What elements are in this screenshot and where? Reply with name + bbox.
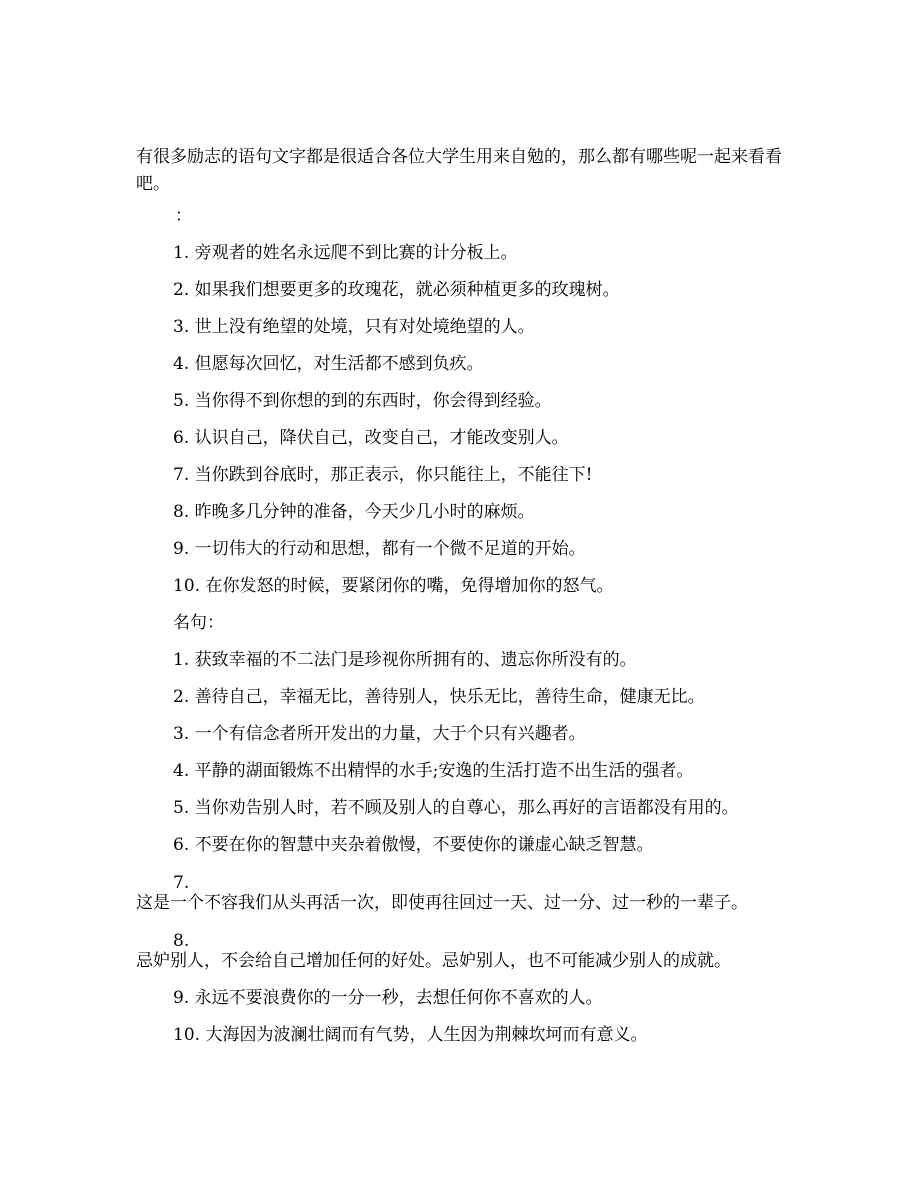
- list-item: 2. 善待自己，幸福无比，善待别人，快乐无比，善待生命，健康无比。: [173, 687, 705, 707]
- section-heading: 名句：: [173, 613, 224, 633]
- list-item: 5. 当你得不到你想的到的东西时，你会得到经验。: [173, 391, 552, 411]
- list-item: 10. 在你发怒的时候，要紧闭你的嘴，免得增加你的怒气。: [173, 576, 614, 596]
- list-item: 7. 当你跌到谷底时，那正表示，你只能往上，不能往下!: [173, 465, 593, 485]
- list-item: 10. 大海因为波澜壮阔而有气势，人生因为荆棘坎坷而有意义。: [173, 1025, 648, 1045]
- list-item: 6. 不要在你的智慧中夹杂着傲慢，不要使你的谦虚心缺乏智慧。: [173, 835, 654, 855]
- list-item: 2. 如果我们想要更多的玫瑰花，就必须种植更多的玫瑰树。: [173, 280, 620, 300]
- list-item: 5. 当你劝告别人时，若不顾及别人的自尊心，那么再好的言语都没有用的。: [173, 798, 739, 818]
- list-item-number: 7.: [173, 873, 190, 893]
- list-item: 4. 平静的湖面锻炼不出精悍的水手;安逸的生活打造不出生活的强者。: [173, 761, 694, 781]
- intro-paragraph: 有很多励志的语句文字都是很适合各位大学生用来自勉的，那么都有哪些呢一起来看看吧。: [136, 147, 782, 194]
- list-item: 9. 一切伟大的行动和思想，都有一个微不足道的开始。: [173, 539, 586, 559]
- list-item: 6. 认识自己，降伏自己，改变自己，才能改变别人。: [173, 428, 569, 448]
- colon-line: ：: [175, 206, 192, 226]
- list-item: 1. 获致幸福的不二法门是珍视你所拥有的、遗忘你所没有的。: [173, 650, 637, 670]
- list-item: 8. 昨晚多几分钟的准备，今天少几小时的麻烦。: [173, 502, 535, 522]
- list-item: 9. 永远不要浪费你的一分一秒，去想任何你不喜欢的人。: [173, 988, 603, 1008]
- list-item: 3. 世上没有绝望的处境，只有对处境绝望的人。: [173, 317, 535, 337]
- list-item-text: 忌妒别人，不会给自己增加任何的好处。忌妒别人，也不可能减少别人的成就。: [136, 951, 731, 971]
- list-item: 3. 一个有信念者所开发出的力量，大于个只有兴趣者。: [173, 724, 586, 744]
- list-item: 1. 旁观者的姓名永远爬不到比赛的计分板上。: [173, 243, 518, 263]
- list-item-text: 这是一个不容我们从头再活一次，即使再往回过一天、过一分、过一秒的一辈子。: [136, 893, 748, 913]
- list-item-number: 8.: [173, 931, 190, 951]
- list-item: 4. 但愿每次回忆，对生活都不感到负疚。: [173, 354, 484, 374]
